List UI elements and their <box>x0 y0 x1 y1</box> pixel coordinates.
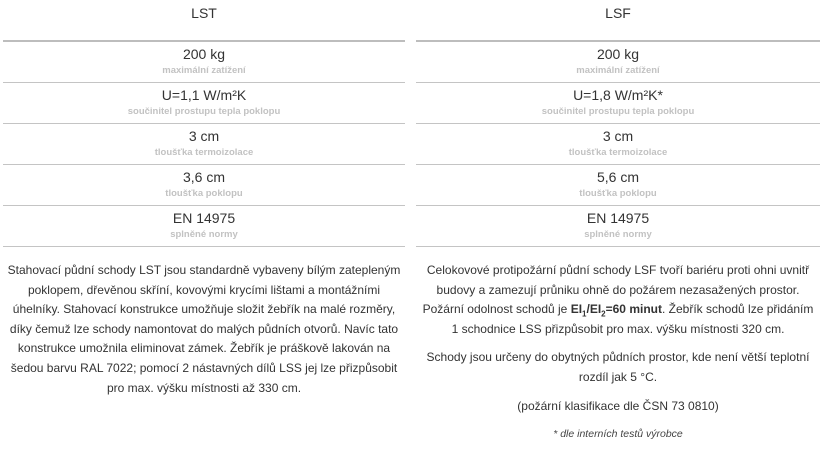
description-paragraph: Schody jsou určeny do obytných půdních prostor, kde není větší teplotní rozdíl jak 5 °C. <box>426 350 810 384</box>
product-description <box>3 261 405 398</box>
subscript: 2 <box>601 309 606 319</box>
spec-label: součinitel prostupu tepla poklopu <box>541 106 695 117</box>
description-paragraph <box>418 261 818 339</box>
column-lsf <box>416 0 820 454</box>
spec-value: 200 kg <box>182 46 226 62</box>
spec-value: 3,6 cm <box>182 169 225 185</box>
spec-value: 200 kg <box>596 46 640 62</box>
spec-value: 5,6 cm <box>596 169 639 185</box>
product-description <box>416 261 820 445</box>
spec-label: tloušťka poklopu <box>579 188 657 199</box>
text-run: . Žebřík schodů lze přidáním 1 schodnice LSS přizpůsobit pro max. výšku místnosti 320 cm. <box>451 302 814 336</box>
spec-label: maximální zatížení <box>162 65 246 76</box>
spec-row <box>3 124 405 165</box>
text-run: /EI <box>586 302 602 317</box>
spec-row <box>416 83 820 124</box>
spec-value: EN 14975 <box>172 210 236 226</box>
footnote: * dle interních testů výrobce <box>553 428 683 441</box>
spec-row <box>3 206 405 247</box>
spec-row <box>416 42 820 83</box>
spec-label: maximální zatížení <box>576 65 660 76</box>
description-paragraph: Stahovací půdní schody LST jsou standardně vybaveny bílým zatepleným poklopem, dřevěnou skříní, kovovými krycími lištami a montážními úhelníky. Stahovací konstrukce umožňuje složit žebřík na malé rozměry, díky čemuž lze schody namontovat do malých půdních otvorů. Navíc tato konstrukce umožnila eliminovat zámek. Žebřík je práškově lakován na šedou barvu RAL 7022; pomocí 2 nástavných dílů LSS jej lze přizpůsobit pro max. výšku místnosti až 330 cm. <box>7 263 401 395</box>
column-title <box>3 0 405 40</box>
column-title <box>416 0 820 40</box>
spec-label: splněné normy <box>170 229 238 240</box>
column-lst <box>3 0 405 407</box>
spec-row <box>416 165 820 206</box>
text-run: =60 minut <box>605 302 662 317</box>
subscript: 1 <box>582 309 587 319</box>
text-run: Celokovové protipožární půdní schody LSF tvoří bariéru proti ohni uvnitř budovy a zamezují průniku ohně do požárem nezasažených prostor. Požární odolnost schodů je <box>422 263 810 317</box>
spec-label: součinitel prostupu tepla poklopu <box>127 106 281 117</box>
spec-value: 3 cm <box>188 128 220 144</box>
spec-row <box>3 165 405 206</box>
title-text: LST <box>191 5 217 21</box>
spec-value: 3 cm <box>602 128 634 144</box>
spec-label: tloušťka termoizolace <box>568 147 668 158</box>
spec-label: tloušťka poklopu <box>165 188 243 199</box>
spec-row <box>3 42 405 83</box>
spec-label: splněné normy <box>584 229 652 240</box>
spec-row <box>3 83 405 124</box>
spec-value: EN 14975 <box>586 210 650 226</box>
title-text: LSF <box>605 5 631 21</box>
fire-classification: (požární klasifikace dle ČSN 73 0810) <box>517 398 719 413</box>
spec-row <box>416 206 820 247</box>
spec-label: tloušťka termoizolace <box>154 147 254 158</box>
spec-value: U=1,1 W/m²K <box>161 87 247 103</box>
spec-value: U=1,8 W/m²K* <box>573 87 663 103</box>
fire-resistance-value <box>570 302 662 319</box>
spec-row <box>416 124 820 165</box>
text-run: EI <box>570 302 583 317</box>
